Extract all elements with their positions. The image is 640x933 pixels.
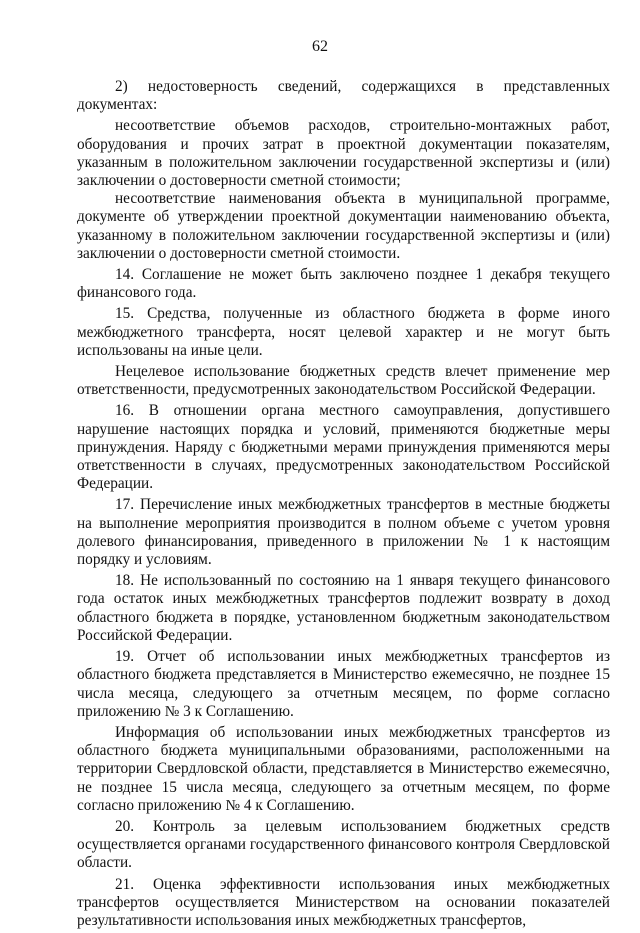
page-number: 62 [312, 38, 328, 55]
paragraph-19: 19. Отчет об использовании иных межбюджетных трансфертов из областного бюджета представляется в Министерство ежемесячно, не позднее 15 числа месяца, следующего за отчетным месяцем, по форме согласно приложению № 3 к Соглашению. [77, 648, 610, 720]
paragraph-18: 18. Не использованный по состоянию на 1 января текущего финансового года остаток иных межбюджетных трансфертов подлежит возврату в доход областного бюджета в порядке, установленном бюджетным законодательством Российской Федерации. [77, 572, 610, 644]
paragraph-item-2: 2) недостоверность сведений, содержащихся в представленных документах: [77, 78, 610, 114]
paragraph-16: 16. В отношении органа местного самоуправления, допустившего нарушение настоящих порядка и условий, применяются бюджетные меры принуждения. Наряду с бюджетными мерами принуждения применяются меры ответственности в случаях, предусмотренных законодательством Российской Федерации. [77, 402, 610, 493]
document-body [77, 78, 610, 933]
paragraph-information: Информация об использовании иных межбюджетных трансфертов из областного бюджета муниципальными образованиями, расположенными на территории Свердловской области, представляется в Министерство ежемесячно, не позднее 15 числа месяца, следующего за отчетным месяцем, по форме согласно приложению № 4 к Соглашению. [77, 723, 610, 814]
paragraph-misuse: Нецелевое использование бюджетных средств влечет применение мер ответственности, предусмотренных законодательством Российской Федерации. [77, 363, 610, 399]
paragraph-15: 15. Средства, полученные из областного бюджета в форме иного межбюджетного трансферта, носят целевой характер и не могут быть использованы на иные цели. [77, 305, 610, 359]
paragraph-subitem-name: несоответствие наименования объекта в муниципальной программе, документе об утверждении проектной документации наименованию объекта, указанному в положительном заключении государственной экспертизы и (или) заключении о достоверности сметной стоимости. [77, 190, 610, 262]
paragraph-21: 21. Оценка эффективности использования иных межбюджетных трансфертов осуществляется Министерством на основании показателей результативности использования иных межбюджетных трансфертов, [77, 875, 610, 929]
paragraph-20: 20. Контроль за целевым использованием бюджетных средств осуществляется органами государственного финансового контроля Свердловской области. [77, 817, 610, 872]
paragraph-17: 17. Перечисление иных межбюджетных трансфертов в местные бюджеты на выполнение мероприятия производится в полном объеме с учетом уровня долевого финансирования, приведенного в приложении № 1 к настоящим порядку и условиям. [77, 496, 610, 569]
paragraph-14: 14. Соглашение не может быть заключено позднее 1 декабря текущего финансового года. [77, 266, 610, 302]
paragraph-subitem-volumes: несоответствие объемов расходов, строительно-монтажных работ, оборудования и прочих затрат в проектной документации показателям, указанным в положительном заключении государственной экспертизы и (или) заключении о достоверности сметной стоимости; [77, 117, 610, 190]
